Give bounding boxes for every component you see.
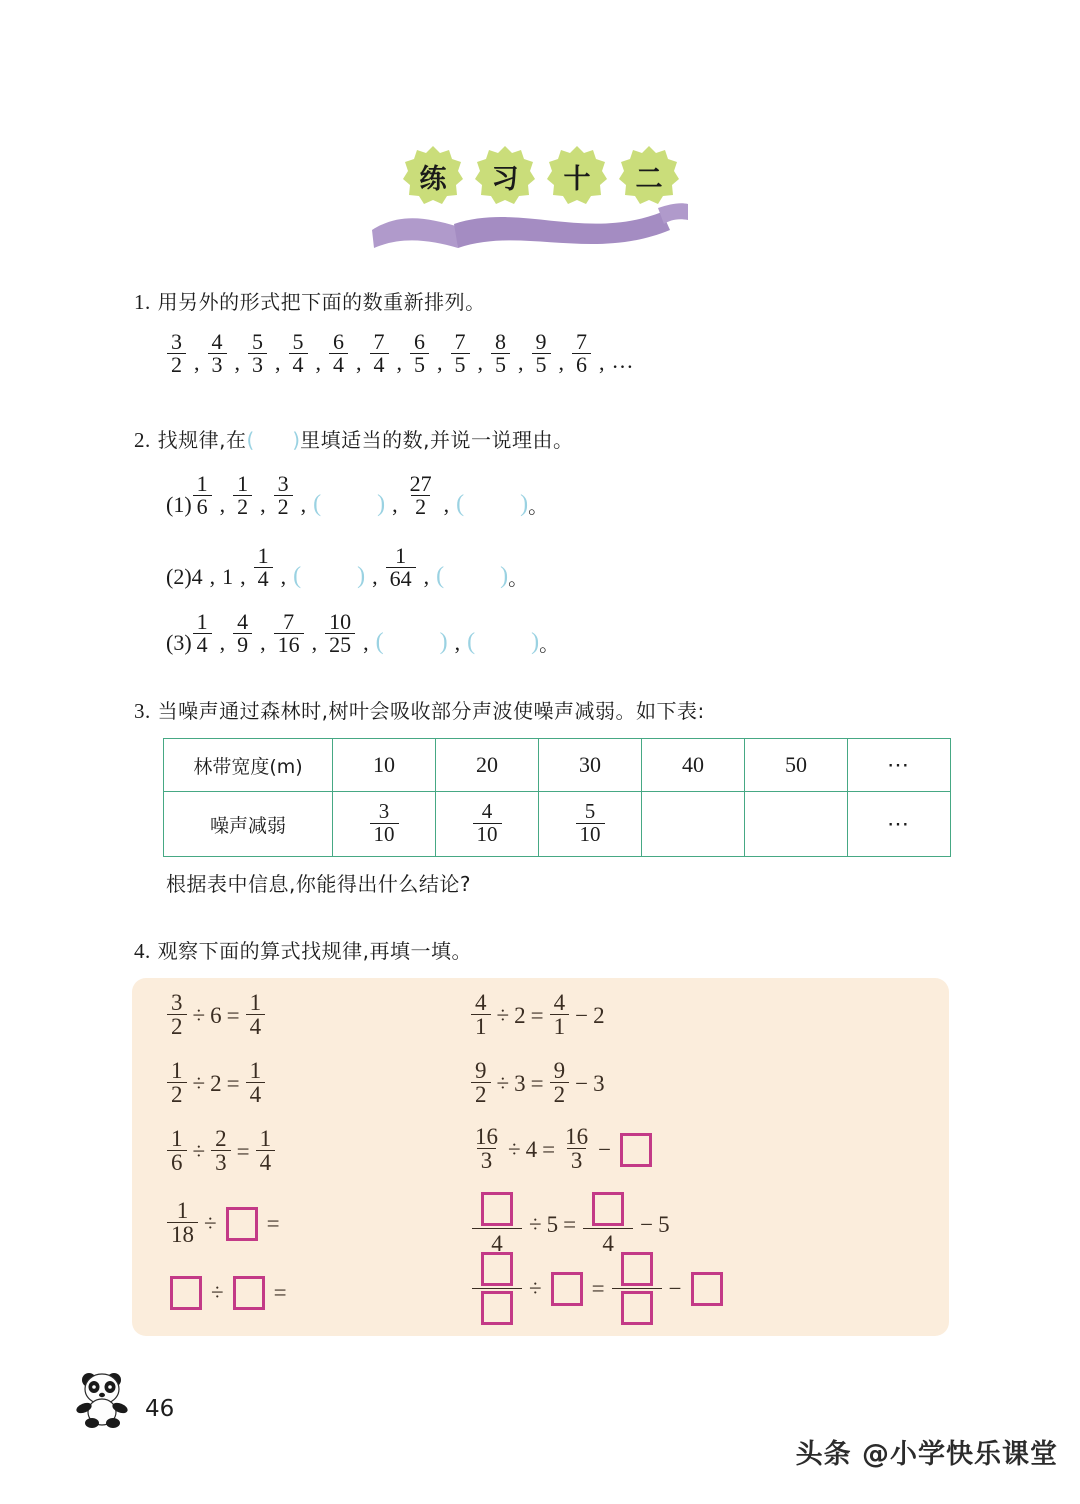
operand: 2: [514, 1002, 526, 1028]
denominator-box-wrap: [472, 1289, 522, 1327]
separator: ,: [240, 563, 246, 589]
item-label: (1): [166, 491, 192, 517]
fraction: $\frac{7}{6}$: [572, 331, 591, 377]
title-glyph: 二: [635, 163, 663, 195]
separator: ,: [518, 349, 524, 375]
divide-symbol: ÷: [496, 1070, 510, 1096]
divide-symbol: ÷: [529, 1275, 542, 1301]
separator: ,: [300, 491, 307, 517]
fraction: $\frac{1}{4}$: [246, 1059, 266, 1107]
period: 。: [528, 496, 549, 519]
fraction: $\frac{1}{6}$: [193, 473, 212, 519]
title-char-2: [474, 145, 536, 207]
reduction-cell: [539, 792, 642, 857]
width-cell: 20: [436, 739, 539, 792]
question-1-number: 1.: [134, 290, 151, 314]
reduction-cell-blank[interactable]: [745, 792, 848, 857]
denominator: 4: [491, 1231, 503, 1256]
question-1-prompt: [134, 286, 486, 315]
equation-L3: [166, 1128, 276, 1176]
title-char-1: [402, 145, 464, 207]
fraction: $\frac{1}{4}$: [256, 1127, 276, 1175]
numerator-box-wrap: [583, 1190, 633, 1228]
width-cell-ellipsis: ⋯: [848, 739, 951, 792]
separator: ,: [219, 491, 226, 517]
separator: ,: [260, 629, 266, 655]
operand: 5: [546, 1211, 559, 1237]
title-char-3: [546, 145, 608, 207]
operand: 3: [514, 1070, 526, 1096]
answer-blank[interactable]: ( ): [436, 563, 509, 590]
equals-symbol: =: [266, 1210, 280, 1236]
operand: 3: [593, 1070, 605, 1096]
equation-R5: [470, 1250, 727, 1327]
fraction-all-boxes: [472, 1250, 522, 1327]
divide-symbol: ÷: [529, 1211, 542, 1237]
panda-mascot-icon: [72, 1368, 134, 1430]
equals-symbol: =: [236, 1138, 250, 1164]
table-row: [164, 792, 951, 857]
separator: ,: [443, 491, 450, 517]
fraction: $\frac{10}{25}$: [325, 611, 355, 657]
operand: 2: [210, 1070, 222, 1096]
question-2-text-before: 找规律,在: [157, 428, 247, 452]
equation-L4: [166, 1200, 285, 1248]
reduction-cell-ellipsis: ⋯: [848, 792, 951, 857]
answer-blank[interactable]: ( ): [313, 491, 386, 518]
title-characters: [402, 145, 680, 207]
answer-box[interactable]: [551, 1272, 583, 1306]
fraction: $\frac{9}{2}$: [550, 1059, 570, 1107]
fraction: $\frac{1}{4}$: [246, 991, 266, 1039]
denominator-box-wrap: [612, 1289, 662, 1327]
fraction: $\frac{1}{6}$: [167, 1127, 187, 1175]
separator: ,: [477, 349, 483, 375]
period: 。: [539, 634, 560, 657]
equals-symbol: =: [542, 1136, 556, 1162]
fraction: $\frac{4}{3}$: [208, 331, 227, 377]
equation-L1: [166, 992, 266, 1040]
fraction: $\frac{1}{2}$: [233, 473, 252, 519]
fraction: $\frac{2}{3}$: [211, 1127, 231, 1175]
operand: 2: [593, 1002, 605, 1028]
equation-R3: [470, 1126, 656, 1174]
fraction: $\frac{7}{4}$: [370, 331, 389, 377]
separator: ,: [194, 349, 200, 375]
minus-symbol: −: [668, 1275, 682, 1301]
row-label-width: 林带宽度(m): [164, 739, 333, 792]
separator: ,: [392, 491, 398, 517]
noise-reduction-table: [163, 738, 951, 857]
question-3-prompt: [134, 695, 705, 724]
separator: ,: [558, 349, 564, 375]
watermark-text: 头条 @小学快乐课堂: [795, 1439, 1058, 1470]
equation-R4: [470, 1190, 670, 1259]
title-glyph: 十: [563, 163, 591, 195]
divide-symbol: ÷: [192, 1070, 206, 1096]
width-cell: 10: [333, 739, 436, 792]
separator: ,: [275, 349, 281, 375]
divide-symbol: ÷: [192, 1138, 206, 1164]
divide-symbol: ÷: [496, 1002, 510, 1028]
equals-symbol: =: [226, 1070, 240, 1096]
fraction: $\frac{16}{3}$: [565, 1124, 589, 1174]
fraction-with-box: [583, 1190, 633, 1259]
equation-L5: [166, 1276, 292, 1310]
separator: ,: [209, 563, 216, 589]
separator: ,: [260, 491, 266, 517]
fraction: $\frac{4}{10}$: [473, 801, 502, 845]
denominator: 4: [602, 1231, 614, 1256]
minus-symbol: −: [575, 1070, 589, 1096]
blank-paren-close[interactable]: ): [292, 428, 301, 452]
equals-symbol: =: [591, 1275, 605, 1301]
row-label-reduction: 噪声减弱: [164, 792, 333, 857]
term-value: 4: [191, 563, 203, 589]
answer-box[interactable]: [621, 1252, 653, 1286]
answer-blank[interactable]: ( ): [293, 563, 366, 590]
question-2-item-2: [166, 543, 529, 592]
fraction-all-boxes: [612, 1250, 662, 1327]
question-3-number: 3.: [134, 699, 151, 723]
fraction: $\frac{9}{5}$: [532, 331, 551, 377]
answer-box[interactable]: [691, 1272, 723, 1306]
separator: ,: [396, 349, 402, 375]
divide-symbol: ÷: [508, 1136, 521, 1162]
title-glyph: 练: [419, 163, 447, 195]
equation-R2: [470, 1060, 605, 1108]
fraction: $\frac{16}{3}$: [475, 1124, 498, 1174]
operand: 4: [525, 1136, 538, 1162]
fraction: $\frac{3}{2}$: [274, 473, 293, 519]
answer-box[interactable]: [481, 1291, 513, 1325]
answer-box[interactable]: [592, 1192, 624, 1226]
answer-box[interactable]: [620, 1133, 652, 1167]
question-4-prompt: [134, 935, 472, 964]
answer-box[interactable]: [233, 1276, 265, 1310]
separator: ,: [372, 563, 378, 589]
item-label: (2): [166, 563, 192, 589]
question-2-text-after: 里填适当的数,并说一说理由。: [300, 428, 574, 452]
separator: ,: [363, 629, 369, 655]
fraction: $\frac{6}{5}$: [410, 331, 429, 377]
width-cell: 50: [745, 739, 848, 792]
question-2-prompt: [134, 424, 573, 453]
fraction: $\frac{7}{5}$: [451, 331, 470, 377]
width-cell: 40: [642, 739, 745, 792]
answer-box[interactable]: [170, 1276, 202, 1310]
fraction: $\frac{7}{16}$: [274, 611, 304, 657]
divide-symbol: ÷: [204, 1210, 217, 1236]
question-4-panel: [132, 978, 949, 1336]
separator: ,: [599, 349, 605, 375]
width-cell: 30: [539, 739, 642, 792]
term-value: 1: [222, 563, 234, 589]
reduction-cell: [333, 792, 436, 857]
fraction: $\frac{27}{2}$: [409, 471, 432, 520]
equation-R1: [470, 992, 605, 1040]
exercise-title-banner: [370, 145, 690, 260]
table-row: [164, 739, 951, 792]
separator: ,: [454, 629, 461, 655]
fraction: $\frac{3}{10}$: [370, 801, 399, 845]
equals-symbol: =: [226, 1002, 240, 1028]
equals-symbol: =: [530, 1070, 544, 1096]
minus-symbol: −: [640, 1211, 654, 1237]
numerator-box-wrap: [472, 1190, 522, 1228]
question-4-text: 观察下面的算式找规律,再填一填。: [157, 939, 472, 963]
question-1-sequence: [166, 329, 636, 378]
fraction: $\frac{9}{2}$: [471, 1059, 491, 1107]
equals-symbol: =: [530, 1002, 544, 1028]
fraction: $\frac{1}{4}$: [254, 545, 273, 591]
divide-symbol: ÷: [192, 1002, 206, 1028]
question-2-item-1: [166, 471, 549, 520]
equals-symbol: =: [563, 1211, 577, 1237]
blank-paren-open[interactable]: (: [246, 428, 255, 452]
item-label: (3): [166, 629, 192, 655]
question-2-number: 2.: [134, 428, 151, 452]
minus-symbol: −: [575, 1002, 589, 1028]
answer-blank[interactable]: ( ): [467, 629, 540, 656]
fraction: $\frac{1}{64}$: [386, 545, 416, 591]
question-3-followup: 根据表中信息,你能得出什么结论?: [166, 872, 471, 896]
equals-symbol: =: [273, 1280, 287, 1305]
numerator-box-wrap: [612, 1250, 662, 1288]
answer-blank[interactable]: ( ): [375, 629, 448, 656]
fraction: $\frac{4}{9}$: [233, 611, 252, 657]
question-3-text: 当噪声通过森林时,树叶会吸收部分声波使噪声减弱。如下表:: [157, 699, 705, 723]
ellipsis: …: [611, 347, 636, 373]
period: 。: [508, 568, 529, 591]
numerator-box-wrap: [472, 1250, 522, 1288]
fraction: $\frac{4}{1}$: [471, 991, 491, 1039]
title-glyph: 习: [491, 163, 519, 195]
reduction-cell: [436, 792, 539, 857]
page-number: 46: [145, 1396, 175, 1422]
fraction: $\frac{4}{1}$: [550, 991, 570, 1039]
question-4-number: 4.: [134, 939, 151, 963]
fraction: $\frac{1}{18}$: [167, 1199, 198, 1247]
question-2-item-3: [166, 609, 560, 658]
fraction: $\frac{1}{4}$: [193, 611, 212, 657]
fraction: $\frac{5}{3}$: [248, 331, 267, 377]
reduction-cell-blank[interactable]: [642, 792, 745, 857]
operand: 6: [210, 1002, 222, 1028]
divide-symbol: ÷: [211, 1280, 224, 1305]
operand: 5: [658, 1211, 670, 1237]
fraction: $\frac{5}{4}$: [289, 331, 308, 377]
answer-blank[interactable]: ( ): [456, 491, 529, 518]
separator: ,: [356, 349, 362, 375]
title-char-4: [618, 145, 680, 207]
separator: ,: [315, 349, 321, 375]
fraction: $\frac{8}{5}$: [491, 331, 510, 377]
fraction-with-box: [472, 1190, 522, 1259]
separator: ,: [219, 629, 226, 655]
answer-box[interactable]: [226, 1207, 258, 1241]
fraction: $\frac{5}{10}$: [576, 801, 605, 845]
separator: ,: [311, 629, 318, 655]
separator: ,: [280, 563, 287, 589]
fraction: $\frac{1}{2}$: [167, 1059, 187, 1107]
separator: ,: [437, 349, 443, 375]
answer-box[interactable]: [621, 1291, 653, 1325]
fraction: $\frac{6}{4}$: [329, 331, 348, 377]
minus-symbol: −: [598, 1136, 612, 1162]
fraction: $\frac{3}{2}$: [167, 331, 186, 377]
answer-box[interactable]: [481, 1252, 513, 1286]
answer-box[interactable]: [481, 1192, 513, 1226]
separator: ,: [423, 563, 430, 589]
fraction: $\frac{3}{2}$: [167, 991, 187, 1039]
separator: ,: [234, 349, 240, 375]
question-1-text: 用另外的形式把下面的数重新排列。: [157, 290, 486, 314]
equation-L2: [166, 1060, 266, 1108]
